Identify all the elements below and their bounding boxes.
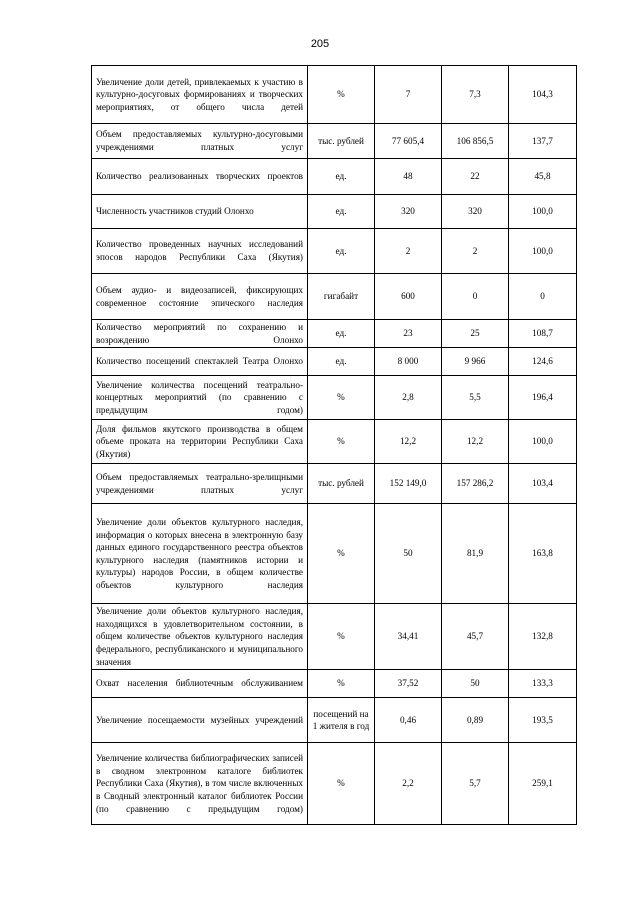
planned-value: 7 (375, 66, 442, 124)
table-row (92, 670, 577, 698)
unit-cell: посещений на 1 жителя в год (308, 698, 375, 743)
planned-value: 50 (375, 504, 442, 604)
actual-value: 50 (442, 670, 509, 698)
percent-value: 133,3 (509, 670, 577, 698)
table-row (92, 195, 577, 229)
indicator-name: Увеличение посещаемости музейных учреждений (92, 698, 308, 743)
unit-cell: тыс. рублей (308, 464, 375, 504)
percent-value: 104,3 (509, 66, 577, 124)
table-row (92, 159, 577, 195)
actual-value: 12,2 (442, 420, 509, 464)
unit-cell: ед. (308, 159, 375, 195)
percent-value: 163,8 (509, 504, 577, 604)
percent-value: 124,6 (509, 348, 577, 376)
planned-value: 48 (375, 159, 442, 195)
unit-cell: % (308, 604, 375, 670)
indicator-name: Объем аудио- и видеозаписей, фиксирующих современное состояние эпического наследия (92, 274, 308, 320)
percent-value: 132,8 (509, 604, 577, 670)
unit-cell: % (308, 66, 375, 124)
indicators-table (91, 65, 577, 825)
planned-value: 320 (375, 195, 442, 229)
actual-value: 0,89 (442, 698, 509, 743)
percent-value: 259,1 (509, 743, 577, 825)
actual-value: 45,7 (442, 604, 509, 670)
planned-value: 23 (375, 320, 442, 348)
percent-value: 0 (509, 274, 577, 320)
unit-cell: % (308, 420, 375, 464)
indicator-name: Увеличение доли детей, привлекаемых к участию в культурно-досуговых формированиях и творческих мероприятиях, от общего числа детей (92, 66, 308, 124)
actual-value: 320 (442, 195, 509, 229)
percent-value: 137,7 (509, 124, 577, 159)
actual-value: 7,3 (442, 66, 509, 124)
table-row (92, 504, 577, 604)
actual-value: 157 286,2 (442, 464, 509, 504)
actual-value: 25 (442, 320, 509, 348)
indicator-name: Увеличение доли объектов культурного наследия, информация о которых внесена в электронную базу данных единого государственного реестра объектов культурного наследия (памятников истории и культуры) народов России, в общем количестве объектов культурного наследия (92, 504, 308, 604)
indicator-name: Объем предоставляемых театрально-зрелищными учреждениями платных услуг (92, 464, 308, 504)
table-row (92, 320, 577, 348)
unit-cell: ед. (308, 229, 375, 274)
table-row (92, 124, 577, 159)
indicator-name: Увеличение количества посещений театрально-концертных мероприятий (по сравнению с предыдущим годом) (92, 376, 308, 420)
table-row (92, 66, 577, 124)
indicator-name: Количество проведенных научных исследований эпосов народов Республики Саха (Якутия) (92, 229, 308, 274)
unit-cell: тыс. рублей (308, 124, 375, 159)
indicator-name: Увеличение доли объектов культурного наследия, находящихся в удовлетворительном состоянии, в общем количестве объектов культурного наследия федерального, республиканского и муниципального значения (92, 604, 308, 670)
indicator-name: Увеличение количества библиографических записей в сводном электронном каталоге библиотек Республики Саха (Якутия), в том числе включенных в Сводный электронный каталог библиотек России (по сравнению с предыдущим годом) (92, 743, 308, 825)
unit-cell: % (308, 376, 375, 420)
actual-value: 5,7 (442, 743, 509, 825)
unit-cell: гигабайт (308, 274, 375, 320)
indicator-name: Доля фильмов якутского производства в общем объеме проката на территории Республики Саха (Якутия) (92, 420, 308, 464)
planned-value: 37,52 (375, 670, 442, 698)
indicator-name: Количество мероприятий по сохранению и возрождению Олонхо (92, 320, 308, 348)
table-row (92, 464, 577, 504)
table-row (92, 274, 577, 320)
actual-value: 2 (442, 229, 509, 274)
table-row (92, 348, 577, 376)
planned-value: 77 605,4 (375, 124, 442, 159)
indicator-name: Объем предоставляемых культурно-досуговыми учреждениями платных услуг (92, 124, 308, 159)
actual-value: 22 (442, 159, 509, 195)
unit-cell: ед. (308, 320, 375, 348)
table-row (92, 229, 577, 274)
table-row (92, 604, 577, 670)
actual-value: 5,5 (442, 376, 509, 420)
unit-cell: % (308, 670, 375, 698)
planned-value: 2,2 (375, 743, 442, 825)
percent-value: 193,5 (509, 698, 577, 743)
table-row (92, 376, 577, 420)
unit-cell: ед. (308, 195, 375, 229)
percent-value: 103,4 (509, 464, 577, 504)
planned-value: 2,8 (375, 376, 442, 420)
percent-value: 108,7 (509, 320, 577, 348)
indicator-name: Количество реализованных творческих проектов (92, 159, 308, 195)
actual-value: 81,9 (442, 504, 509, 604)
percent-value: 45,8 (509, 159, 577, 195)
page-number: 205 (310, 38, 330, 50)
planned-value: 8 000 (375, 348, 442, 376)
table-row (92, 420, 577, 464)
percent-value: 100,0 (509, 420, 577, 464)
table-row (92, 743, 577, 825)
percent-value: 196,4 (509, 376, 577, 420)
planned-value: 2 (375, 229, 442, 274)
unit-cell: ед. (308, 348, 375, 376)
planned-value: 0,46 (375, 698, 442, 743)
actual-value: 106 856,5 (442, 124, 509, 159)
indicator-name: Количество посещений спектаклей Театра Олонхо (92, 348, 308, 376)
planned-value: 12,2 (375, 420, 442, 464)
percent-value: 100,0 (509, 229, 577, 274)
planned-value: 152 149,0 (375, 464, 442, 504)
actual-value: 0 (442, 274, 509, 320)
unit-cell: % (308, 743, 375, 825)
actual-value: 9 966 (442, 348, 509, 376)
indicator-name: Численность участников студий Олонхо (92, 195, 308, 229)
table-row (92, 698, 577, 743)
planned-value: 34,41 (375, 604, 442, 670)
indicator-name: Охват населения библиотечным обслуживанием (92, 670, 308, 698)
percent-value: 100,0 (509, 195, 577, 229)
unit-cell: % (308, 504, 375, 604)
planned-value: 600 (375, 274, 442, 320)
